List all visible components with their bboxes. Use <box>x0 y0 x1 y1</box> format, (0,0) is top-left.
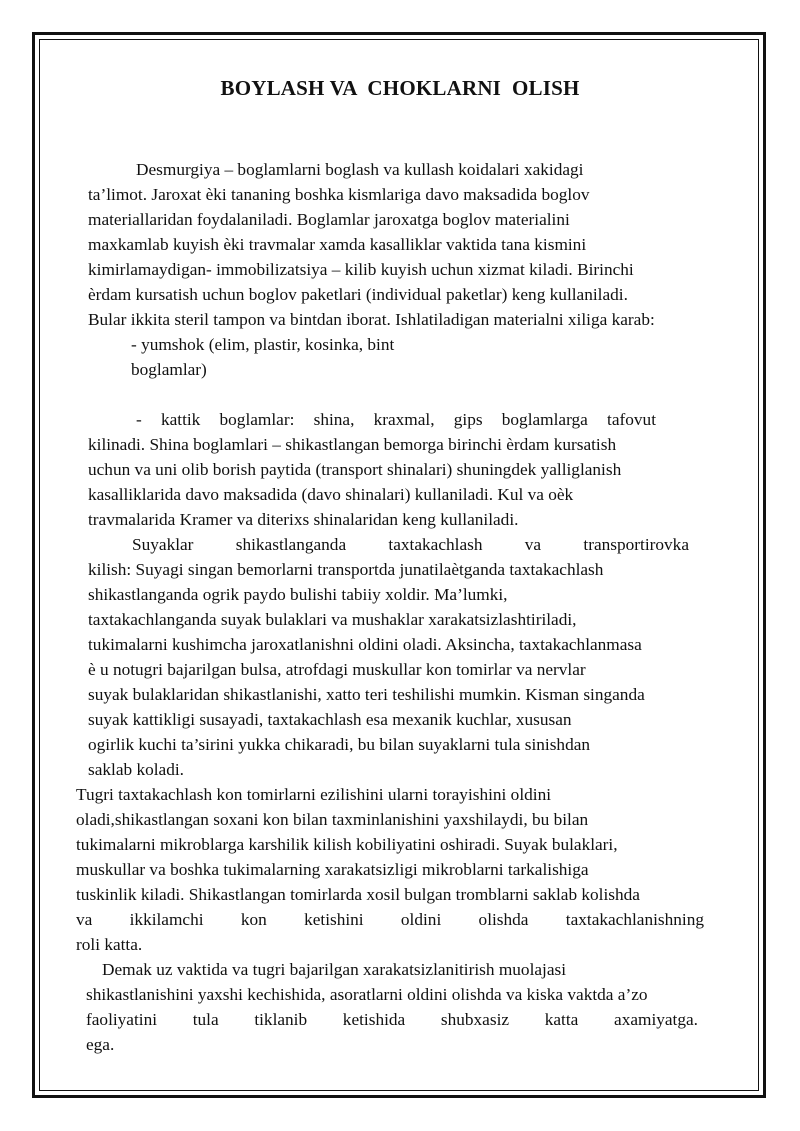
text-line: materiallaridan foydalaniladi. Boglamlar jaroxatga boglov materialini <box>88 210 570 229</box>
text-line: tukimalarni mikroblarga karshilik kilish kobiliyatini oshiradi. Suyak bulaklari, <box>76 835 618 854</box>
text-line: faoliyatini tula tiklanib ketishida shubxasiz katta axamiyatga. <box>86 1010 698 1029</box>
text-line: ta’limot. Jaroxat èki tananing boshka kismlariga davo maksadida boglov <box>88 185 590 204</box>
text-line: Bular ikkita steril tampon va bintdan iborat. Ishlatiladigan materialni xiliga karab: <box>88 310 655 329</box>
text-line: ega. <box>86 1035 115 1054</box>
text-line: kasalliklarida davo maksadida (davo shinalari) kullaniladi. Kul va oèk <box>88 485 574 504</box>
text-line: boglamlar) <box>131 360 207 379</box>
text-line: shikastlanganda ogrik paydo bulishi tabiiy xoldir. Ma’lumki, <box>88 585 508 604</box>
text-line: ogirlik kuchi ta’sirini yukka chikaradi, bu bilan suyaklarni tula sinishdan <box>88 735 591 754</box>
text-line: taxtakachlanganda suyak bulaklari va mushaklar xarakatsizlashtiriladi, <box>88 610 577 629</box>
text-line: muskullar va boshka tukimalarning xarakatsizligi mikroblarni tarkalishiga <box>76 860 589 879</box>
text-line: va ikkilamchi kon ketishini oldini olishda taxtakachlanishning <box>76 910 704 929</box>
text-line: shikastlanishini yaxshi kechishida, asoratlarni oldini olishda va kiska vaktda a’zo <box>86 985 648 1004</box>
text-line: kilish: Suyagi singan bemorlarni transportda junatilaètganda taxtakachlash <box>88 560 604 579</box>
text-line: oladi,shikastlangan soxani kon bilan taxminlanishini yaxshilaydi, bu bilan <box>76 810 589 829</box>
text-line: saklab koladi. <box>88 760 184 779</box>
text-line: maxkamlab kuyish èki travmalar xamda kasalliklar vaktida tana kismini <box>88 235 587 254</box>
text-line: uchun va uni olib borish paytida (transport shinalari) shuningdek yalliglanish <box>88 460 622 479</box>
text-line: Desmurgiya – boglamlarni boglash va kullash koidalari xakidagi <box>136 160 584 179</box>
text-line: suyak kattikligi susayadi, taxtakachlash esa mexanik kuchlar, xususan <box>88 710 572 729</box>
text-line: è u notugri bajarilgan bulsa, atrofdagi muskullar kon tomirlar va nervlar <box>88 660 586 679</box>
text-line: Tugri taxtakachlash kon tomirlarni ezilishini ularni torayishini oldini <box>76 785 552 804</box>
text-line: Suyaklar shikastlanganda taxtakachlash va transportirovka <box>132 535 689 554</box>
text-line: - yumshok (elim, plastir, kosinka, bint <box>131 335 395 354</box>
text-line: kimirlamaydigan- immobilizatsiya – kilib kuyish uchun xizmat kiladi. Birinchi <box>88 260 634 279</box>
text-line: - kattik boglamlar: shina, kraxmal, gips boglamlarga tafovut <box>136 410 656 429</box>
text-line: èrdam kursatish uchun boglov paketlari (individual paketlar) keng kullaniladi. <box>88 285 628 304</box>
text-line: tuskinlik kiladi. Shikastlangan tomirlarda xosil bulgan tromblarni saklab kolishda <box>76 885 640 904</box>
text-line: suyak bulaklaridan shikastlanishi, xatto teri teshilishi mumkin. Kisman singanda <box>88 685 645 704</box>
document-title: BOYLASH VA CHOKLARNI OLISH <box>220 76 580 100</box>
text-line: roli katta. <box>76 935 143 954</box>
text-line: tukimalarni kushimcha jaroxatlanishni oldini oladi. Aksincha, taxtakachlanmasa <box>88 635 642 654</box>
text-line: travmalarida Kramer va diterixs shinalaridan keng kullaniladi. <box>88 510 519 529</box>
text-line: kilinadi. Shina boglamlari – shikastlangan bemorga birinchi èrdam kursatish <box>88 435 617 454</box>
text-line: Demak uz vaktida va tugri bajarilgan xarakatsizlanitirish muolajasi <box>102 960 567 979</box>
